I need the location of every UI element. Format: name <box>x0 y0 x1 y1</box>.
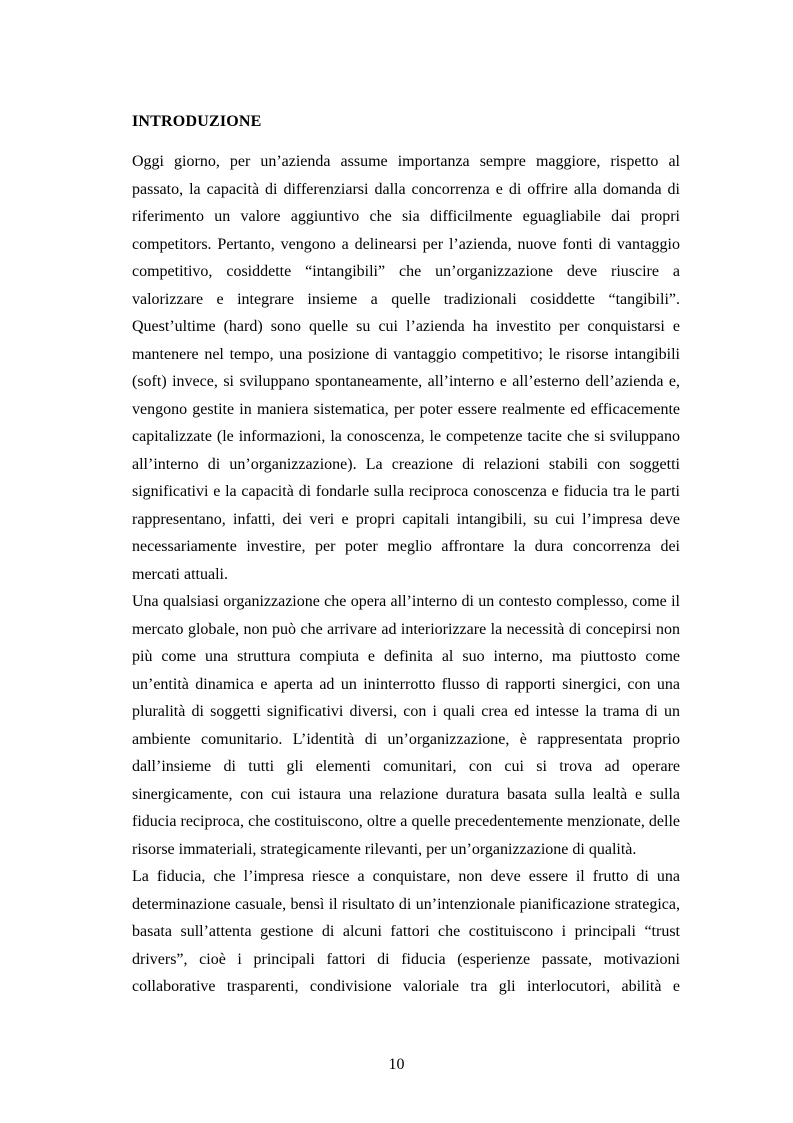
text-line: competitivo, cosiddette “intangibili” che un’organizzazione deve riuscire a <box>132 263 680 280</box>
text-line: (soft) invece, si sviluppano spontaneamente, all’interno e all’esterno dell’azienda e, <box>132 373 680 390</box>
text-line: collaborative trasparenti, condivisione valoriale tra gli interlocutori, abilità e <box>132 978 680 995</box>
paragraph <box>132 863 680 1001</box>
page-number: 10 <box>388 1056 405 1073</box>
text-line: all’interno di un’organizzazione). La creazione di relazioni stabili con soggetti <box>132 455 680 473</box>
text-line: ambiente comunitario. L’identità di un’organizzazione, è rappresentata proprio <box>132 730 680 748</box>
text-line: Una qualsiasi organizzazione che opera all’interno di un contesto complesso, come il <box>132 593 680 610</box>
text-line: basata sull’attenta gestione di alcuni fattori che costituiscono i principali “trust <box>132 923 680 940</box>
section-heading: INTRODUZIONE <box>132 113 262 130</box>
text-line: rappresentano, infatti, dei veri e propri capitali intangibili, su cui l’impresa deve <box>132 510 680 528</box>
text-line: riferimento un valore aggiuntivo che sia difficilmente eguagliabile dai propri <box>132 208 680 225</box>
paragraph <box>132 148 680 588</box>
text-line: capitalizzate (le informazioni, la conoscenza, le competenze tacite che si sviluppano <box>132 428 680 445</box>
text-line: sinergicamente, con cui istaura una relazione duratura basata sulla lealtà e sulla <box>132 785 680 803</box>
text-line: dall’insieme di tutti gli elementi comunitari, con cui si trova ad operare <box>132 758 680 775</box>
text-line: più come una struttura compiuta e definita al suo interno, ma piuttosto come <box>132 648 680 665</box>
text-line: mercato globale, non può che arrivare ad interiorizzare la necessità di concepirsi non <box>132 620 680 638</box>
text-line: competitors. Pertanto, vengono a delinearsi per l’azienda, nuove fonti di vantaggio <box>132 235 680 253</box>
text-line: mercati attuali. <box>132 565 228 583</box>
text-line: Oggi giorno, per un’azienda assume importanza sempre maggiore, rispetto al <box>132 153 680 170</box>
text-line: risorse immateriali, strategicamente rilevanti, per un’organizzazione di qualità. <box>132 840 637 858</box>
text-line: La fiducia, che l’impresa riesce a conquistare, non deve essere il frutto di una <box>132 868 680 885</box>
text-line: un’entità dinamica e aperta ad un ininterrotto flusso di rapporti sinergici, con una <box>132 675 680 693</box>
text-line: determinazione casuale, bensì il risultato di un’intenzionale pianificazione strategica, <box>132 895 680 913</box>
paragraph <box>132 588 680 863</box>
body-text <box>132 148 680 1001</box>
text-line: Quest’ultime (hard) sono quelle su cui l’azienda ha investito per conquistarsi e <box>132 318 680 335</box>
text-line: valorizzare e integrare insieme a quelle tradizionali cosiddette “tangibili”. <box>132 290 680 308</box>
text-line: significativi e la capacità di fondarle sulla reciproca conoscenza e fiducia tra le parti <box>132 483 680 500</box>
text-line: pluralità di soggetti significativi diversi, con i quali crea ed intesse la trama di un <box>132 703 680 720</box>
text-line: passato, la capacità di differenziarsi dalla concorrenza e di offrire alla domanda di <box>132 180 680 198</box>
text-line: mantenere nel tempo, una posizione di vantaggio competitivo; le risorse intangibili <box>132 345 680 363</box>
text-line: drivers”, cioè i principali fattori di fiducia (esperienze passate, motivazioni <box>132 950 680 968</box>
text-line: fiducia reciproca, che costituiscono, oltre a quelle precedentemente menzionate, delle <box>132 813 680 830</box>
text-line: necessariamente investire, per poter meglio affrontare la dura concorrenza dei <box>132 538 680 555</box>
text-line: vengono gestite in maniera sistematica, per poter essere realmente ed efficacemente <box>132 400 680 418</box>
